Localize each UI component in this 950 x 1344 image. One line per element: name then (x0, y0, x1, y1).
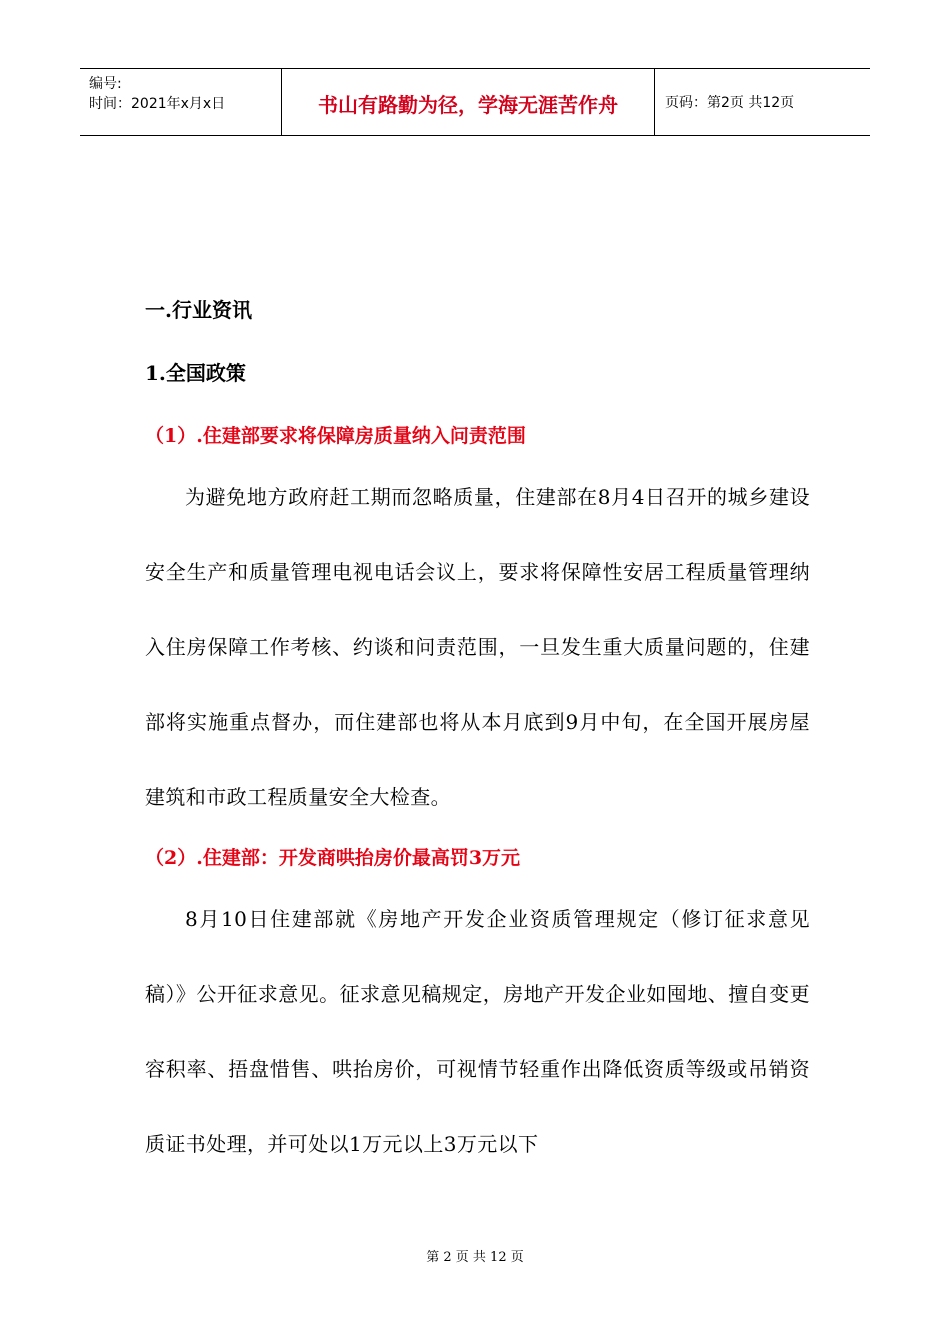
heading-national-policy: 1.全国政策 (145, 361, 246, 385)
section-title-2: （2）.住建部：开发商哄抬房价最高罚3万元 (145, 847, 521, 869)
heading-industry-news: 一.行业资讯 (145, 298, 252, 322)
section-title-1: （1）.住建部要求将保障房质量纳入问责范围 (145, 425, 526, 447)
serial-label: 编号: (89, 76, 122, 92)
header-meta-cell (80, 69, 282, 135)
date-label: 时间：2021年x月x日 (89, 96, 226, 112)
page-header (80, 68, 870, 136)
section-paragraph-2: 8月10日住建部就《房地产开发企业资质管理规定（修订征求意见稿）》公开征求意见。征求意见稿规定，房地产开发企业如囤地、擅自变更容积率、捂盘惜售、哄抬房价，可视情节轻重作出降低资质等级或吊销资质证书处理，并可处以1万元以上3万元以下 (145, 907, 810, 1156)
page-footer: 第 2 页 共 12 页 (426, 1250, 524, 1265)
header-motto: 书山有路勤为径，学海无涯苦作舟 (282, 69, 655, 135)
header-page-code: 页码：第2页 共12页 (665, 95, 795, 111)
section-paragraph-1: 为避免地方政府赶工期而忽略质量，住建部在8月4日召开的城乡建设安全生产和质量管理电视电话会议上，要求将保障性安居工程质量管理纳入住房保障工作考核、约谈和问责范围，一旦发生重大质量问题的，住建部将实施重点督办，而住建部也将从本月底到9月中旬，在全国开展房屋建筑和市政工程质量安全大检查。 (145, 485, 810, 809)
